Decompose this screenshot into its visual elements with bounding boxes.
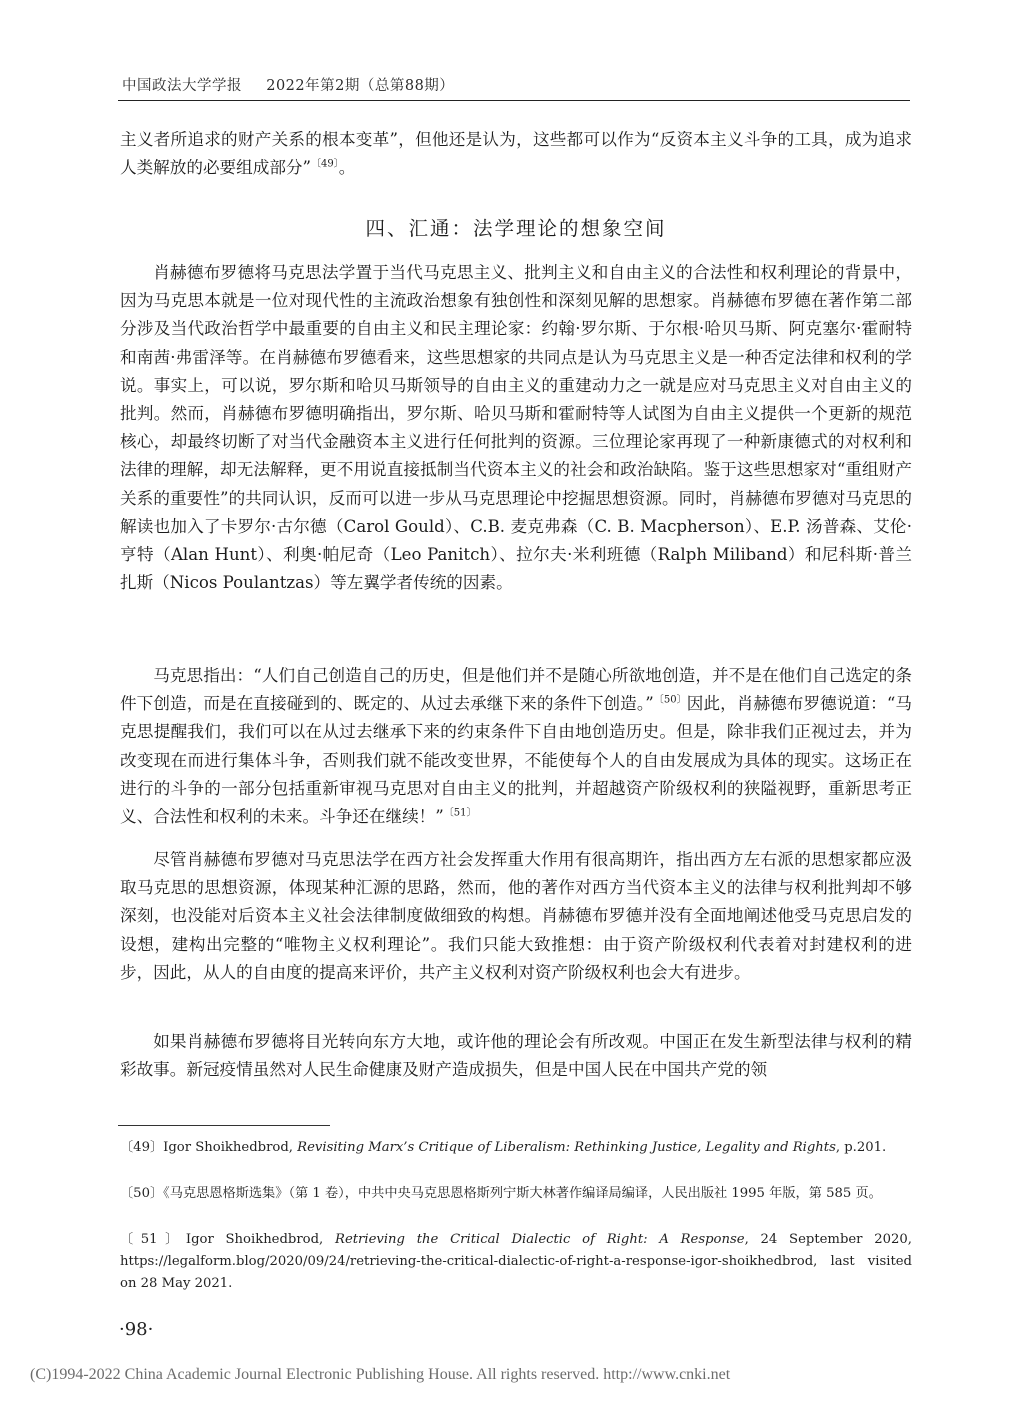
header-divider <box>118 100 910 101</box>
footnote-51: 〔51〕Igor Shoikhedbrod, Retrieving the Critical Dialectic of Right: A Response, 24 September 2020, https://legalform.blog/2020/09/24/retrieving-the-critical-dialectic-of-right-a-response-igor-shoikhedbrod, last visited on 28 May 2021. <box>120 1232 913 1291</box>
work-title: Retrieving the Critical Dialectic of Right: A Response <box>335 1232 745 1247</box>
quote-author: 因此，肖赫德布罗德说道：“马克思提醒我们，我们可以在从过去继承下来的约束条件下自由地创造历史。但是，除非我们正视过去，并为改变现在而进行集体斗争，否则我们就不能改变世界，不能使每个人的自由发展成为具体的现实。这场正在进行的斗争的一部分包括重新审视马克思对自由主义的批判，并超越资产阶级权利的狭隘视野，重新思考正义、合法性和权利的未来。斗争还在继续！” <box>120 694 912 827</box>
intro-tail: 。 <box>338 158 356 178</box>
footnote-ref-51[interactable]: 〔51〕 <box>443 807 477 819</box>
footnote-label: 〔49〕 <box>120 1140 164 1155</box>
footnote-label: 〔50〕 <box>120 1186 164 1201</box>
footnote-ref-49[interactable]: 〔49〕 <box>311 158 339 170</box>
body-paragraph-4: 如果肖赫德布罗德将目光转向东方大地，或许他的理论会有所改观。中国正在发生新型法律与权利的精彩故事。新冠疫情虽然对人民生命健康及财产造成损失，但是中国人民在中国共产党的领 <box>120 1032 912 1080</box>
footnote-50: 〔50〕《马克思恩格斯选集》（第 1 卷），中共中央马克思恩格斯列宁斯大林著作编译局编译，人民出版社 1995 年版，第 585 页。 <box>120 1186 882 1201</box>
body-paragraph-1: 肖赫德布罗德将马克思法学置于当代马克思主义、批判主义和自由主义的合法性和权利理论的背景中，因为马克思本就是一位对现代性的主流政治想象有独创性和深刻见解的思想家。肖赫德布罗德在著作第二部分涉及当代政治哲学中最重要的自由主义和民主理论家：约翰·罗尔斯、于尔根·哈贝马斯、阿克塞尔·霍耐特和南茜·弗雷泽等。在肖赫德布罗德看来，这些思想家的共同点是认为马克思主义是一种否定法律和权利的学说。事实上，可以说，罗尔斯和哈贝马斯领导的自由主义的重建动力之一就是应对马克思主义对自由主义的批判。然而，肖赫德布罗德明确指出，罗尔斯、哈贝马斯和霍耐特等人试图为自由主义提供一个更新的规范核心，却最终切断了对当代金融资本主义进行任何批判的资源。三位理论家再现了一种新康德式的对权利和法律的理解，却无法解释，更不用说直接抵制当代资本主义的社会和政治缺陷。鉴于这些思想家对“重组财产关系的重要性”的共同认识，反而可以进一步从马克思理论中挖掘思想资源。同时，肖赫德布罗德对马克思的解读也加入了卡罗尔·古尔德（Carol Gould）、C.B. 麦克弗森（C. B. Macpherson）、E.P. 汤普森、艾伦·亨特（Alan Hunt）、利奥·帕尼奇（Leo Panitch）、拉尔夫·米利班德（Ralph Miliband）和尼科斯·普兰扎斯（Nicos Poulantzas）等左翼学者传统的因素。 <box>120 263 912 593</box>
copyright-notice: (C)1994-2022 China Academic Journal Electronic Publishing House. All rights reserved. http://www.cnki.net <box>30 1366 731 1383</box>
quote-marx: 马克思指出：“人们自己创造自己的历史，但是他们并不是随心所欲地创造，并不是在他们自己选定的条件下创造，而是在直接碰到的、既定的、从过去承继下来的条件下创造。” <box>120 666 912 714</box>
issue-info: 2022年第2期（总第88期） <box>266 78 455 94</box>
intro-text: 主义者所追求的财产关系的根本变革”，但他还是认为，这些都可以作为“反资本主义斗争的工具，成为追求人类解放的必要组成部分” <box>120 130 912 178</box>
page-number: ·98· <box>119 1319 154 1340</box>
running-header <box>122 74 910 95</box>
body-paragraph-3: 尽管肖赫德布罗德对马克思法学在西方社会发挥重大作用有很高期许，指出西方左右派的思想家都应汲取马克思的思想资源，体现某种汇源的思路，然而，他的著作对西方当代资本主义的法律与权利批判却不够深刻，也没能对后资本主义社会法律制度做细致的构想。肖赫德布罗德并没有全面地阐述他受马克思启发的设想，建构出完整的“唯物主义权利理论”。我们只能大致推想：由于资产阶级权利代表着对封建权利的进步，因此，从人的自由度的提高来评价，共产主义权利对资产阶级权利也会大有进步。 <box>120 850 912 982</box>
journal-name: 中国政法大学学报 <box>122 78 242 94</box>
footnote-divider <box>118 1125 330 1126</box>
footnote-label: 〔51〕 <box>120 1232 186 1247</box>
work-title: Revisiting Marx’s Critique of Liberalism: Rethinking Justice, Legality and Rights <box>297 1140 836 1155</box>
body-paragraph-2 <box>120 662 912 831</box>
footnote-49: 〔49〕Igor Shoikhedbrod, Revisiting Marx’s Critique of Liberalism: Rethinking Justice, Legality and Rights, p.201. <box>120 1140 887 1155</box>
section-title: 四、汇通：法学理论的想象空间 <box>365 217 667 240</box>
intro-paragraph <box>120 126 912 182</box>
footnote-ref-50[interactable]: 〔50〕 <box>653 694 687 706</box>
